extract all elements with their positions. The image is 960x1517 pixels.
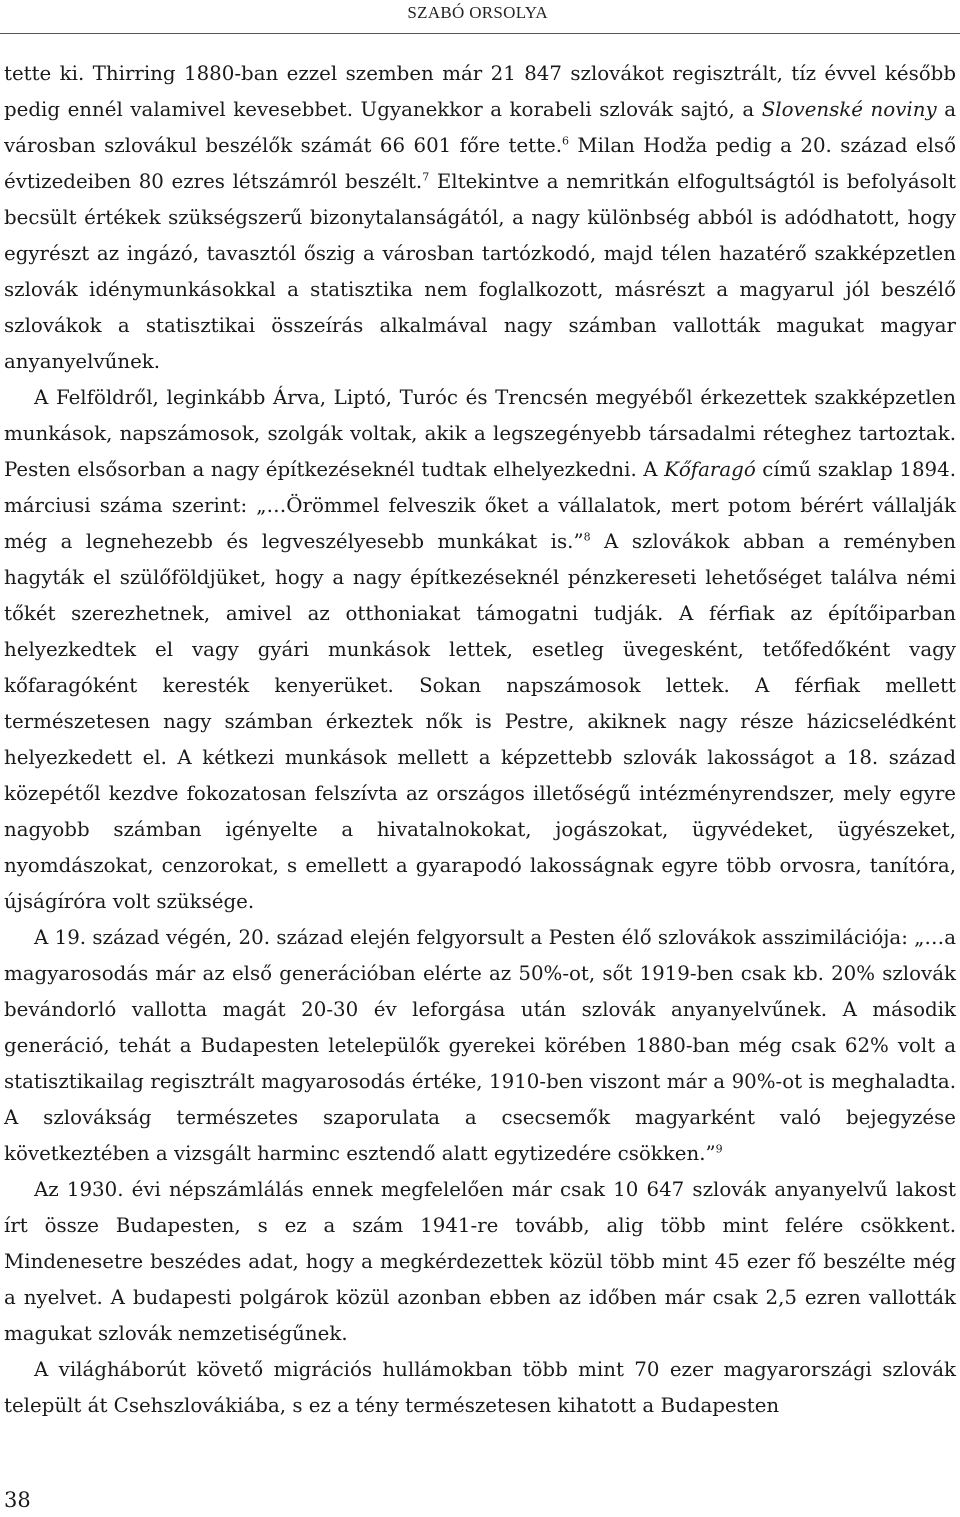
- p1-text-e: Eltekintve a nemritkán elfogultságtól is befolyásolt becsült értékek szükségszerű bizonytalanságától, a nagy különbség abból is adódhatott, hogy egyrészt az ingázó, tavasztól őszig a városban tartózkodó, majd télen hazatérő szakképzetlen szlovák idénymunkásokkal a statisztika nem foglalkozott, másrészt a magyarul jól beszélő szlovákok a statisztikai összeírás alkalmával nagy számban vallották magukat magyar anyanyelvűnek.: [4, 170, 956, 373]
- paragraph-5: A világháborút követő migrációs hullámokban több mint 70 ezer magyarországi szlovák települt át Csehszlovákiába, s ez a tény természetesen kihatott a Budapesten: [4, 1358, 956, 1417]
- p2-text-d: A szlovákok abban a reményben hagyták el szülőföldjüket, hogy a nagy építkezéseknél pénzkereseti lehetőséget találva némi tőkét szerezhetnek, amivel az otthoniakat támogatni tudják. A férfiak az építőiparban helyezkedtek el vagy gyári munkások lettek, esetleg üvegesként, tetőfedőként vagy kőfaragóként keresték kenyerüket. Sokan napszámosok lettek. A férfiak mellett természetesen nagy számban érkeztek nők is Pestre, akiknek nagy része házicselédként helyezkedett el. A kétkezi munkások mellett a képzettebb szlovák lakosságot a 18. század közepétől kezdve fokozatosan felszívta az országos illetőségű intézményrendszer, mely egyre nagyobb számban igényelte a hivatalnokokat, jogászokat, ügyvédeket, ügyészeket, nyomdászokat, cenzorokat, s emellett a gyarapodó lakosságnak egyre több orvosra, tanítóra, újságíróra volt szüksége.: [4, 530, 957, 913]
- page-number: 38: [4, 1488, 31, 1512]
- paragraph-4: Az 1930. évi népszámlálás ennek megfelelően már csak 10 647 szlovák anyanyelvű lakost írt össze Budapesten, s ez a szám 1941-re tovább, alig több mint felére csökkent. Mindenesetre beszédes adat, hogy a megkérdezettek közül több mint 45 ezer fő beszélte még a nyelvet. A budapesti polgárok közül azonban ebben az időben már csak 2,5 ezren vallották magukat szlovák nemzetiségűnek.: [4, 1178, 956, 1345]
- p1-text-d: Milan Hodža pedig a 20. század első évtizedeiben 80 ezres létszámról beszélt.: [4, 134, 956, 193]
- footnote-ref-9[interactable]: 9: [715, 1142, 723, 1156]
- p2-text-a: A Felföldről, leginkább Árva, Liptó, Turóc és Trencsén megyéből érkezettek szakképzetlen munkások, napszámosok, szolgák voltak, akik a legszegényebb társadalmi réteghez tartoztak. Pesten elsősorban a nagy építkezéseknél tudtak elhelyezkedni. A: [4, 386, 956, 481]
- paragraph-2: [4, 380, 956, 920]
- body-text: [4, 56, 956, 1424]
- footnote-ref-7[interactable]: 7: [422, 170, 430, 184]
- header-rule: [0, 33, 960, 34]
- footnote-ref-6[interactable]: 6: [562, 134, 570, 148]
- p1-text-c: a városban szlovákul beszélők számát 66 601 főre tette.: [4, 98, 956, 157]
- footnote-ref-8[interactable]: 8: [583, 530, 591, 544]
- p1-text-a: tette ki. Thirring 1880-ban ezzel szemben már 21 847 szlovákot regisztrált, tíz évvel később pedig ennél valamivel kevesebbet. Ugyanekkor a korabeli szlovák sajtó, a: [4, 62, 956, 121]
- p3-text-a: A 19. század végén, 20. század elején felgyorsult a Pesten élő szlovákok asszimilációja: „…a magyarosodás már az első generációban elérte az 50%-ot, sőt 1919-ben csak kb. 20% szlovák bevándorló vallotta magát 20-30 év leforgása után szlovák anyanyelvűnek. A második generáció, tehát a Budapesten letelepülők gyerekei körében 1880-ban még csak 62% volt a statisztikailag regisztrált magyarosodás értéke, 1910-ben viszont már a 90%-ot is meghaladta. A szlovákság természetes szaporulata a csecsemők magyarként való bejegyzése következtében a vizsgált harminc esztendő alatt egytizedére csökken.”: [4, 926, 956, 1165]
- p2-journal-title: Kőfaragó: [664, 458, 756, 481]
- p2-text-c: című szaklap 1894. márciusi száma szerint: „…Örömmel felveszik őket a vállalatok, mert potom bérért vállalják még a legnehezebb és legveszélyesebb munkákat is.”: [4, 458, 956, 553]
- paragraph-1: [4, 56, 956, 380]
- running-head: SZABÓ ORSOLYA: [407, 3, 548, 22]
- p1-journal-title: Slovenské noviny: [761, 98, 937, 121]
- paragraph-3: [4, 920, 956, 1172]
